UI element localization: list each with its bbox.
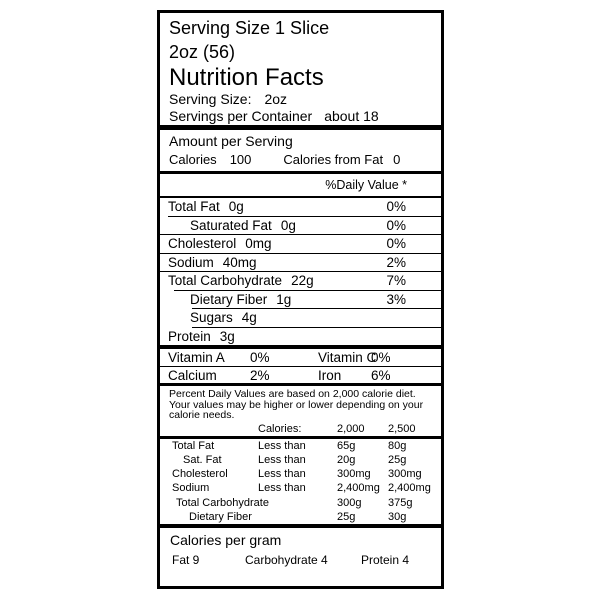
reference-qualifier: Less than <box>258 439 306 452</box>
nutrient-daily-value: 3% <box>386 291 406 307</box>
nutrient-row-dietary-fiber <box>160 291 441 309</box>
reference-name: Dietary Fiber <box>189 510 252 523</box>
label-header <box>160 13 441 125</box>
serving-size-label: Serving Size: <box>169 91 252 107</box>
calcium-value: 2% <box>250 367 270 383</box>
iron-label: Iron <box>318 367 342 383</box>
daily-values-footnote: Percent Daily Values are based on 2,000 calorie diet. Your values may be higher or lower depending on your calorie needs. <box>169 388 424 421</box>
reference-2500-value: 300mg <box>388 468 422 481</box>
reference-row-total-carbohydrate <box>160 496 441 510</box>
calories-row <box>169 152 433 168</box>
reference-2000-value: 300g <box>337 496 362 509</box>
reference-2000-value: 2,400mg <box>337 482 380 495</box>
serving-size-value: 2oz <box>264 91 288 107</box>
reference-2500-value: 2,400mg <box>388 482 431 495</box>
nutrient-amount: 0g <box>280 217 296 233</box>
reference-qualifier: Less than <box>258 453 306 466</box>
nutrition-facts-label <box>157 10 444 589</box>
nutrient-amount: 3g <box>219 328 235 344</box>
nutrient-row-cholesterol <box>160 235 441 253</box>
calories-from-fat-label: Calories from Fat <box>283 152 384 167</box>
reference-table-header <box>160 422 441 436</box>
amount-per-serving-heading: Amount per Serving <box>169 133 293 149</box>
nutrient-amount: 4g <box>241 310 257 326</box>
reference-2000-value: 25g <box>337 510 356 523</box>
vitamin-row-2 <box>160 367 441 384</box>
serving-size-row <box>169 91 433 108</box>
reference-row-sat-fat <box>160 453 441 467</box>
reference-row-sodium <box>160 481 441 495</box>
reference-2000-value: 300mg <box>337 468 371 481</box>
nutrient-amount: 40mg <box>222 254 257 270</box>
reference-row-total-fat <box>160 439 441 453</box>
reference-name: Sat. Fat <box>183 453 222 466</box>
nutrient-daily-value: 0% <box>386 217 406 233</box>
reference-qualifier: Less than <box>258 482 306 495</box>
reference-row-dietary-fiber <box>160 510 441 524</box>
calories-per-gram-row <box>160 553 441 567</box>
nutrient-name: Cholesterol <box>168 236 237 252</box>
calcium-label: Calcium <box>168 367 217 383</box>
nutrient-daily-value: 2% <box>386 254 406 270</box>
nutrient-name: Sodium <box>168 254 214 270</box>
reference-row-cholesterol <box>160 467 441 481</box>
nutrient-row-sodium <box>160 254 441 272</box>
nutrient-name: Protein <box>168 328 211 344</box>
reference-name: Cholesterol <box>172 468 228 481</box>
nutrient-row-total-fat <box>160 198 441 216</box>
reference-name: Sodium <box>172 482 210 495</box>
nutrient-amount: 22g <box>291 273 314 289</box>
nutrient-daily-value: 7% <box>386 273 406 289</box>
calories-from-fat-value: 0 <box>393 152 401 167</box>
nutrient-row-sugars <box>160 309 441 327</box>
amount-per-serving-section <box>160 130 441 171</box>
reference-col-2000: 2,000 <box>337 422 365 435</box>
daily-value-heading: %Daily Value * <box>325 178 407 192</box>
reference-2500-value: 25g <box>388 453 407 466</box>
serving-size-line1: Serving Size 1 Slice <box>169 18 330 38</box>
iron-value: 6% <box>371 367 391 383</box>
vitamin-c-label: Vitamin C <box>318 350 377 365</box>
label-title: Nutrition Facts <box>169 64 324 91</box>
vitamin-a-label: Vitamin A <box>168 350 225 365</box>
nutrient-daily-value: 0% <box>386 199 406 215</box>
servings-per-container-label: Servings per Container <box>169 108 313 124</box>
nutrient-amount: 0g <box>228 199 244 215</box>
vitamin-row-1 <box>160 349 441 366</box>
reference-col-2500: 2,500 <box>388 422 416 435</box>
nutrient-name: Dietary Fiber <box>190 291 268 307</box>
nutrient-daily-value: 0% <box>386 236 406 252</box>
calories-label: Calories <box>169 152 217 167</box>
reference-2000-value: 20g <box>337 453 356 466</box>
serving-size-line2: 2oz (56) <box>169 42 236 62</box>
reference-name: Total Fat <box>172 439 215 452</box>
fat-per-gram: Fat 9 <box>172 553 200 568</box>
reference-name: Total Carbohydrate <box>176 496 269 509</box>
vitamin-a-value: 0% <box>250 350 270 365</box>
reference-2500-value: 30g <box>388 510 407 523</box>
reference-2500-value: 80g <box>388 439 407 452</box>
reference-2500-value: 375g <box>388 496 413 509</box>
nutrient-row-protein <box>160 328 441 346</box>
carbohydrate-per-gram: Carbohydrate 4 <box>245 553 328 568</box>
calories-per-gram-heading: Calories per gram <box>170 532 282 549</box>
servings-per-container-value: about 18 <box>324 108 379 124</box>
vitamin-c-value: 0% <box>371 350 391 365</box>
nutrient-name: Total Fat <box>168 199 220 215</box>
protein-per-gram: Protein 4 <box>361 553 410 568</box>
reference-2000-value: 65g <box>337 439 356 452</box>
servings-per-container-row <box>169 108 433 125</box>
nutrient-row-total-carbohydrate <box>160 272 441 290</box>
nutrient-name: Total Carbohydrate <box>168 273 283 289</box>
nutrient-name: Saturated Fat <box>190 217 272 233</box>
reference-qualifier: Less than <box>258 468 306 481</box>
reference-calories-label: Calories: <box>258 422 302 435</box>
nutrient-row-saturated-fat <box>160 217 441 235</box>
nutrient-amount: 0mg <box>245 236 272 252</box>
nutrient-amount: 1g <box>276 291 292 307</box>
nutrient-name: Sugars <box>190 310 233 326</box>
calories-value: 100 <box>229 152 252 167</box>
